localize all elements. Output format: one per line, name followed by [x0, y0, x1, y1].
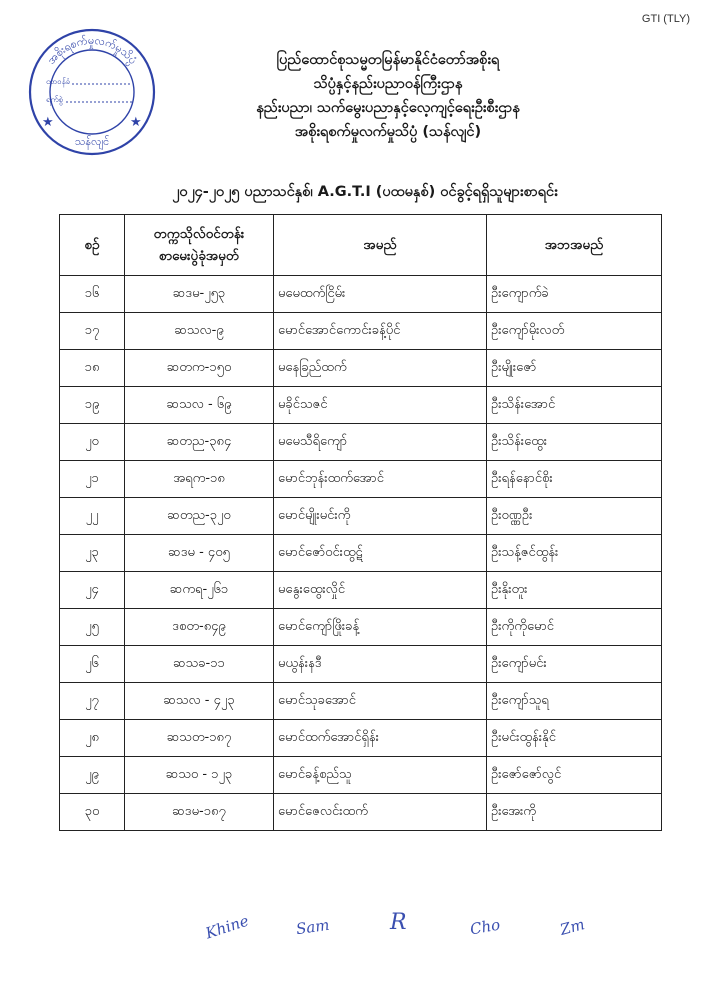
- row-roll: ဆသလ - ၆၉: [125, 387, 274, 424]
- row-no: ၂၈: [60, 720, 125, 757]
- row-name: မနေခြည်ထက်: [274, 350, 487, 387]
- table-row: [60, 424, 662, 461]
- row-roll: ဆတက-၁၅၀: [125, 350, 274, 387]
- document-header: [168, 48, 608, 144]
- row-no: ၂၆: [60, 646, 125, 683]
- table-row: [60, 535, 662, 572]
- row-no: ၁၆: [60, 276, 125, 313]
- table-row: [60, 387, 662, 424]
- signature-5: Zm: [558, 915, 587, 939]
- row-father: ဦးဇော်ဇော်လွင်: [487, 757, 662, 794]
- table-row: [60, 498, 662, 535]
- row-no: ၂၂: [60, 498, 125, 535]
- header-roll: [125, 215, 274, 276]
- row-father: ဦးကျော်မိုးလတ်: [487, 313, 662, 350]
- row-name: မောင်ခန့်စည်သူ: [274, 757, 487, 794]
- row-father: ဦးရန်နောင်စိုး: [487, 461, 662, 498]
- row-roll: ဆဒမ-၁၈၇: [125, 794, 274, 831]
- seal-line2: ရက်စွဲ: [46, 95, 63, 104]
- row-no: ၂၁: [60, 461, 125, 498]
- header-no: စဉ်: [60, 215, 125, 276]
- row-name: မယွန်းနဒီ: [274, 646, 487, 683]
- row-father: ဦးဝဏ္ဏဦး: [487, 498, 662, 535]
- table-row: [60, 461, 662, 498]
- row-name: မောင်ဇေလင်းထက်: [274, 794, 487, 831]
- table-row: [60, 757, 662, 794]
- row-roll: ဆသခ-၁၁: [125, 646, 274, 683]
- row-no: ၂၇: [60, 683, 125, 720]
- list-title: ၂၀၂၄-၂၀၂၅ ပညာသင်နှစ်၊ A.G.T.I (ပထမနှစ်) ဝင်ခွင့်ရရှိသူများစာရင်း: [172, 184, 558, 200]
- row-father: ဦးအေးကို: [487, 794, 662, 831]
- row-father: ဦးကိုကိုမောင်: [487, 609, 662, 646]
- row-father: ဦးသိန်းအောင်: [487, 387, 662, 424]
- row-name: မောင်သုခအောင်: [274, 683, 487, 720]
- row-no: ၁၇: [60, 313, 125, 350]
- row-roll: ဆသ၀ - ၁၂၃: [125, 757, 274, 794]
- row-name: မောင်မျိုးမင်းကို: [274, 498, 487, 535]
- official-seal-icon: [22, 22, 162, 162]
- row-name: မောင်ဘုန်းထက်အောင်: [274, 461, 487, 498]
- row-father: ဦးသိန်းထွေး: [487, 424, 662, 461]
- row-no: ၂၅: [60, 609, 125, 646]
- row-roll: ဆကရ-၂၆၁: [125, 572, 274, 609]
- table-header-row: [60, 215, 662, 276]
- row-no: ၂၃: [60, 535, 125, 572]
- row-no: ၂၄: [60, 572, 125, 609]
- table-row: [60, 313, 662, 350]
- table-row: [60, 683, 662, 720]
- row-no: ၁၈: [60, 350, 125, 387]
- row-name: မောင်ထက်အောင်ရှိန်း: [274, 720, 487, 757]
- row-roll: ဆသလ - ၄၂၃: [125, 683, 274, 720]
- row-name: မောင်အောင်ကောင်းခန့်ပိုင်: [274, 313, 487, 350]
- row-name: မောင်ကျော်ဖြိုးခန့်: [274, 609, 487, 646]
- table-row: [60, 609, 662, 646]
- row-roll: ဆသတ-၁၈၇: [125, 720, 274, 757]
- row-father: ဦးနိုးတူး: [487, 572, 662, 609]
- table-row: [60, 646, 662, 683]
- header-ministry: သိပ္ပံနှင့်နည်းပညာဝန်ကြီးဌာန: [313, 76, 463, 92]
- svg-text:★: ★: [130, 115, 142, 130]
- signature-1: Khine: [203, 911, 251, 943]
- row-name: မောင်ဇော်ဝင်းထွဋ်: [274, 535, 487, 572]
- table-row: [60, 720, 662, 757]
- row-roll: ဆဒမ - ၄၀၅: [125, 535, 274, 572]
- signature-4: Cho: [468, 915, 502, 939]
- row-name: မမေထက်ငြိမ်း: [274, 276, 487, 313]
- row-no: ၂၉: [60, 757, 125, 794]
- signature-2: Sam: [294, 915, 331, 939]
- row-roll: ဆတည-၃၂၀: [125, 498, 274, 535]
- row-no: ၁၉: [60, 387, 125, 424]
- header-government: ပြည်ထောင်စုသမ္မတမြန်မာနိုင်ငံတော်အစိုးရ: [276, 52, 500, 68]
- row-father: ဦးကျော်သူရ: [487, 683, 662, 720]
- header-department: နည်းပညာ၊ သက်မွေးပညာနှင့်လေ့ကျင့်ရေးဦးစီးဌာန: [256, 100, 520, 116]
- seal-bottom-text: သန်လျင်: [74, 135, 110, 148]
- row-father: ဦးသန့်ဇင်ထွန်း: [487, 535, 662, 572]
- row-roll: ဆသလ-၉: [125, 313, 274, 350]
- row-name: မနွေးထွေးလှိုင်: [274, 572, 487, 609]
- row-roll: ဒစတ-၈၄၉: [125, 609, 274, 646]
- row-no: ၃၀: [60, 794, 125, 831]
- row-father: ဦးကျော်မင်း: [487, 646, 662, 683]
- seal-top-text: အစိုးရစက်မှုလက်မှုသိပ္ပံ: [44, 33, 140, 67]
- row-name: မမေသီရိကျော်: [274, 424, 487, 461]
- header-name: အမည်: [274, 215, 487, 276]
- row-father: ဦးမျိုးဇော်: [487, 350, 662, 387]
- header-roll-line1: တက္ကသိုလ်ဝင်တန်း: [153, 226, 245, 242]
- table-row: [60, 276, 662, 313]
- seal-line1: တာဝန်ခံ: [46, 77, 71, 86]
- header-institute: အစိုးရစက်မှုလက်မှုသိပ္ပံ (သန်လျင်): [294, 124, 482, 140]
- document-code: GTI (TLY): [641, 13, 690, 25]
- row-father: ဦးကျောက်ခဲ: [487, 276, 662, 313]
- table-row: [60, 572, 662, 609]
- row-roll: ဆတည-၃၈၄: [125, 424, 274, 461]
- header-roll-line2: စာမေးပွဲခုံအမှတ်: [158, 248, 240, 264]
- row-no: ၂၀: [60, 424, 125, 461]
- admission-table: [59, 214, 662, 831]
- table-row: [60, 350, 662, 387]
- row-father: ဦးမင်းထွန်းနိုင်: [487, 720, 662, 757]
- row-roll: အရက-၁၈: [125, 461, 274, 498]
- row-name: မခိုင်သဇင်: [274, 387, 487, 424]
- row-roll: ဆဒမ-၂၅၃: [125, 276, 274, 313]
- header-father: အဘအမည်: [487, 215, 662, 276]
- svg-text:★: ★: [42, 115, 54, 130]
- signature-3: R: [390, 910, 407, 935]
- table-row: [60, 794, 662, 831]
